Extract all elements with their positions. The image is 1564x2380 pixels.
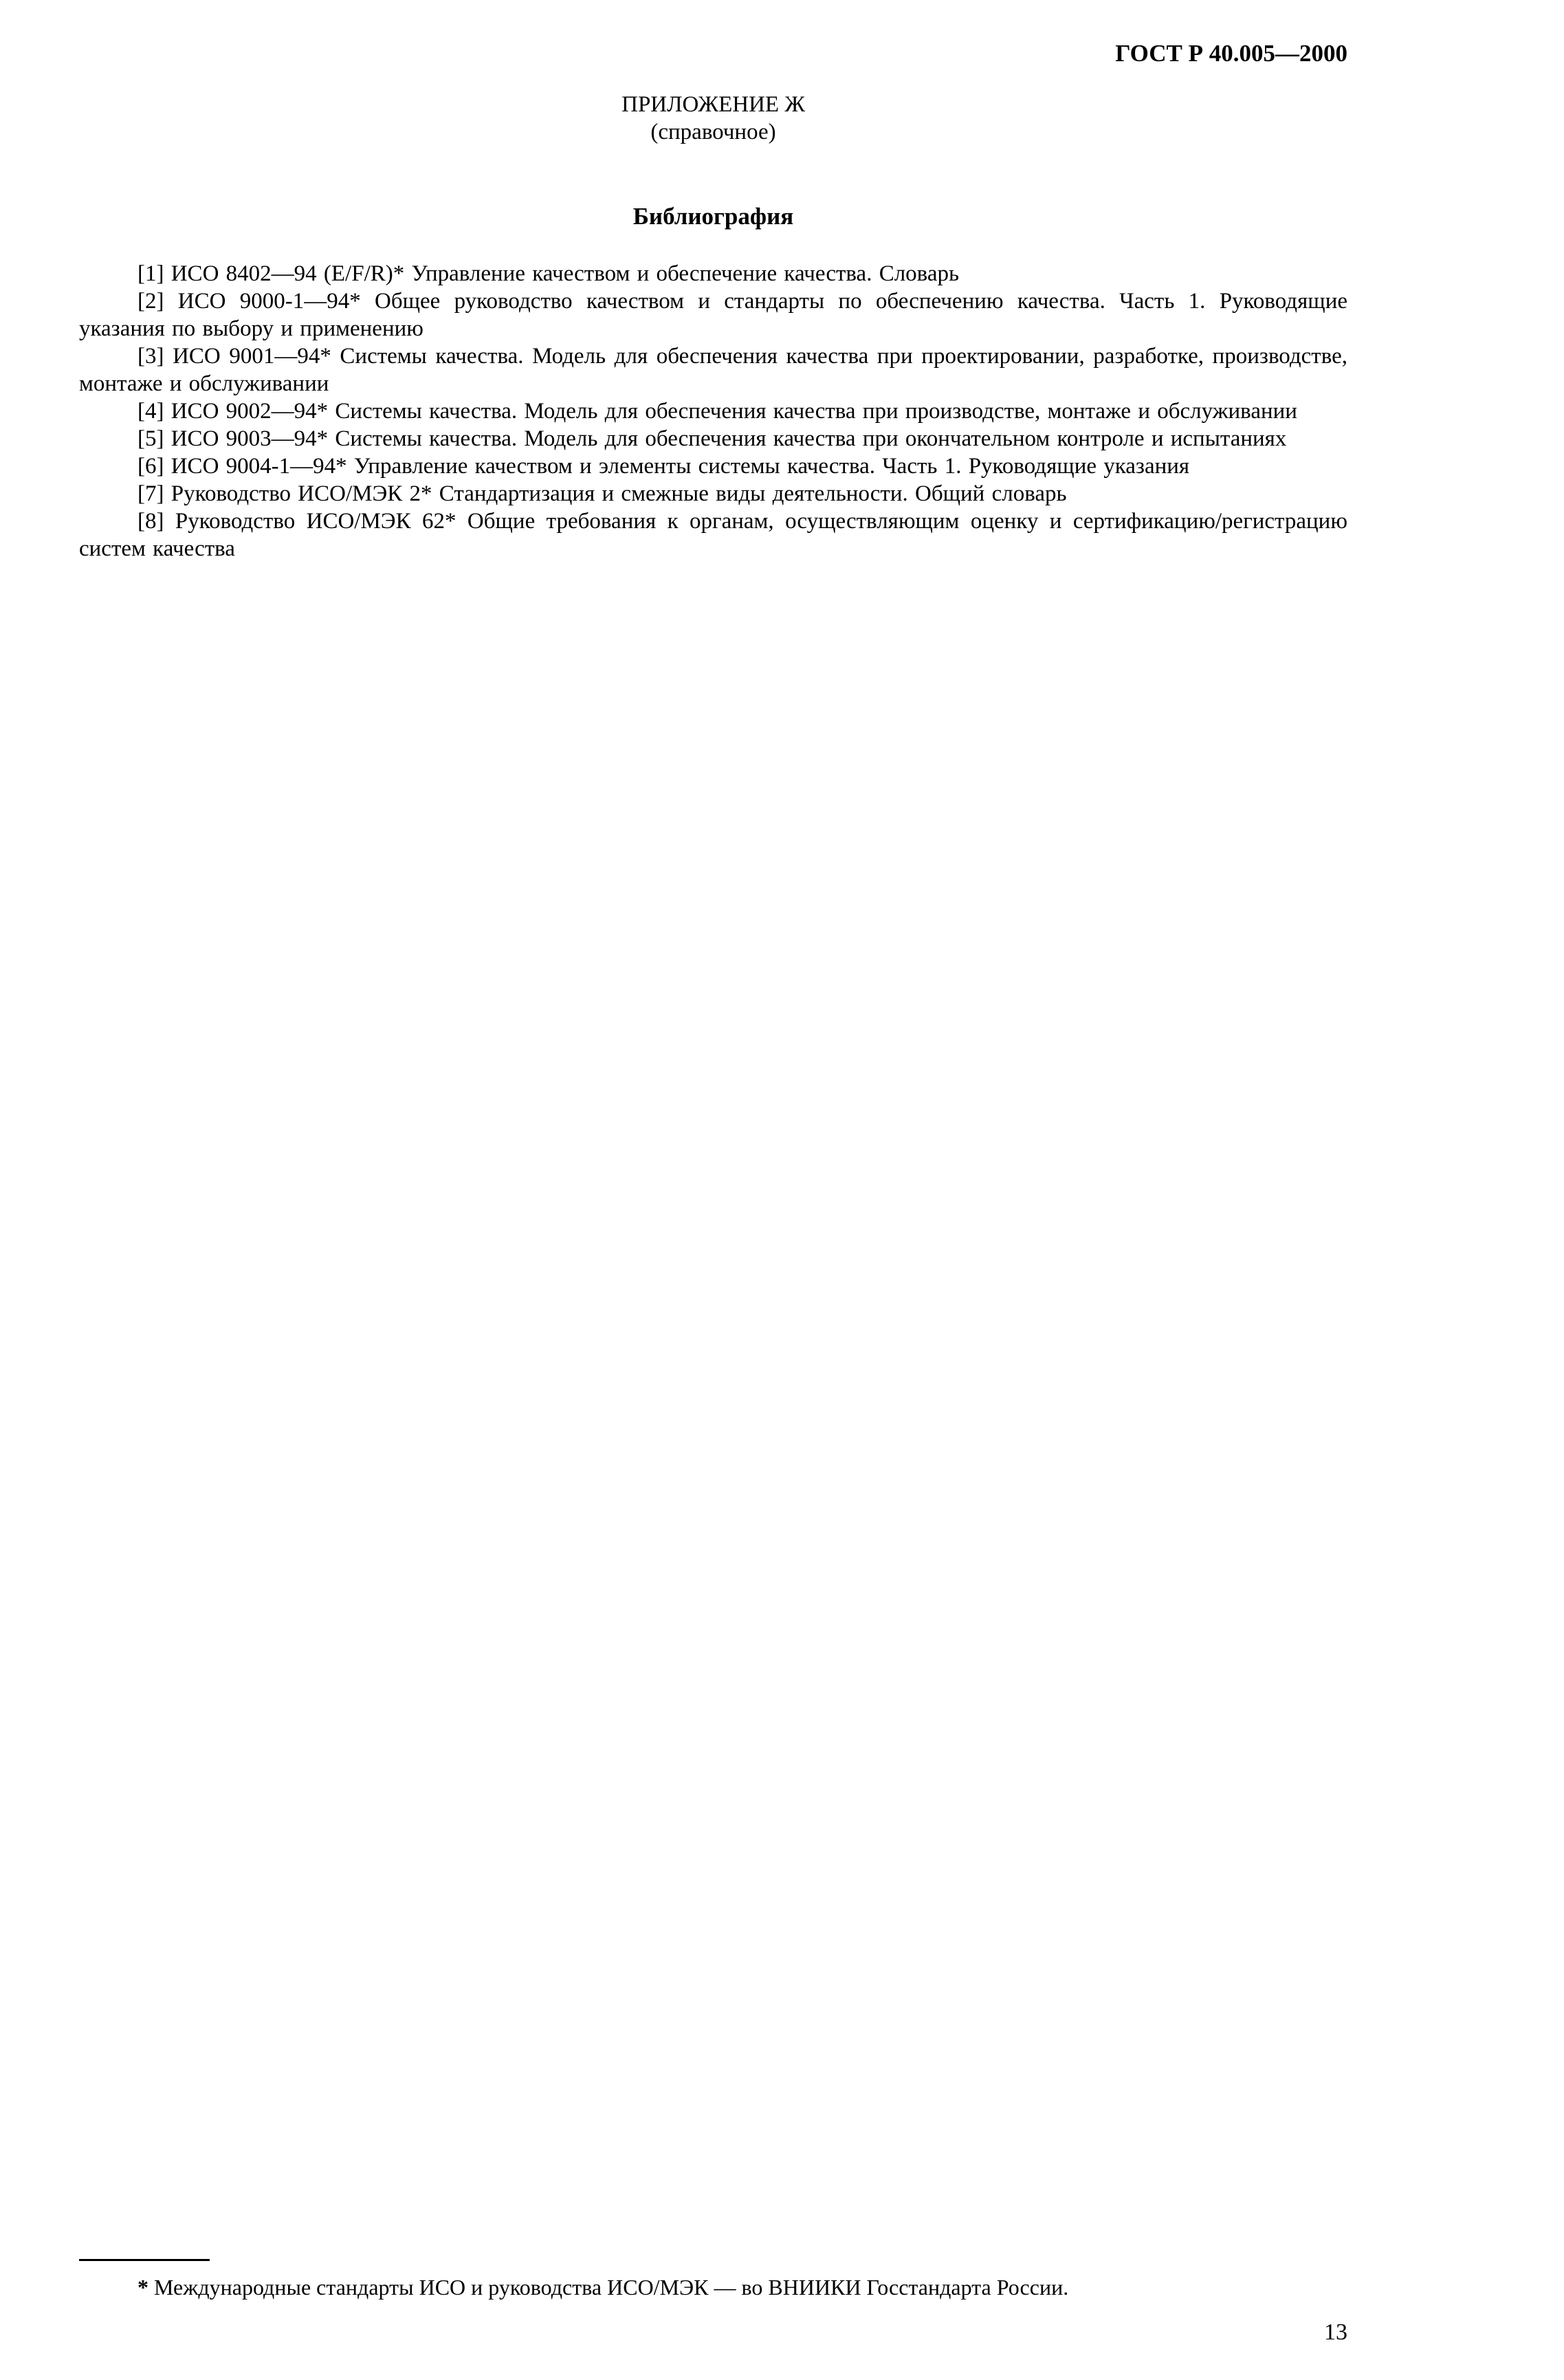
bibliography-entry: [4] ИСО 9002—94* Системы качества. Модель для обеспечения качества при производстве, монтаже и обслуживании [137,399,1297,424]
section-title: Библиография [632,203,794,230]
bibliography-entry: [1] ИСО 8402—94 (E/F/R)* Управление качеством и обеспечение качества. Словарь [137,261,960,286]
footnote-body: Международные стандарты ИСО и руководства ИСО/МЭК — во ВНИИКИ Госстандарта России. [148,2275,1069,2300]
bibliography-entry: [8] Руководство ИСО/МЭК 62* Общие требования к органам, осуществляющим оценку и сертификацию/регистрацию систем качества [79,509,1347,561]
bibliography-entry: [7] Руководство ИСО/МЭК 2* Стандартизация и смежные виды деятельности. Общий словарь [137,481,1067,506]
bibliography-entry: [3] ИСО 9001—94* Системы качества. Модель для обеспечения качества при проектировании, разработке, производстве, монтаже и обслуживании [79,344,1347,396]
footnote [79,2259,1347,2301]
bibliography-list [79,260,1347,563]
bibliography-entry: [2] ИСО 9000-1—94* Общее руководство качеством и стандарты по обеспечению качества. Часть 1. Руководящие указания по выбору и применению [79,289,1347,341]
page-number: 13 [1324,2319,1347,2345]
footnote-text [79,2273,1347,2301]
document-code-header: ГОСТ Р 40.005—2000 [1115,40,1347,67]
appendix-subtitle: (справочное) [650,120,776,144]
bibliography-entry: [6] ИСО 9004-1—94* Управление качеством и элементы системы качества. Часть 1. Руководящие указания [137,454,1190,479]
appendix-title: ПРИЛОЖЕНИЕ Ж [621,92,805,117]
footnote-divider [79,2259,210,2261]
bibliography-entry: [5] ИСО 9003—94* Системы качества. Модель для обеспечения качества при окончательном контроле и испытаниях [137,426,1287,451]
appendix-heading [79,91,1347,146]
footnote-marker: * [137,2275,148,2300]
